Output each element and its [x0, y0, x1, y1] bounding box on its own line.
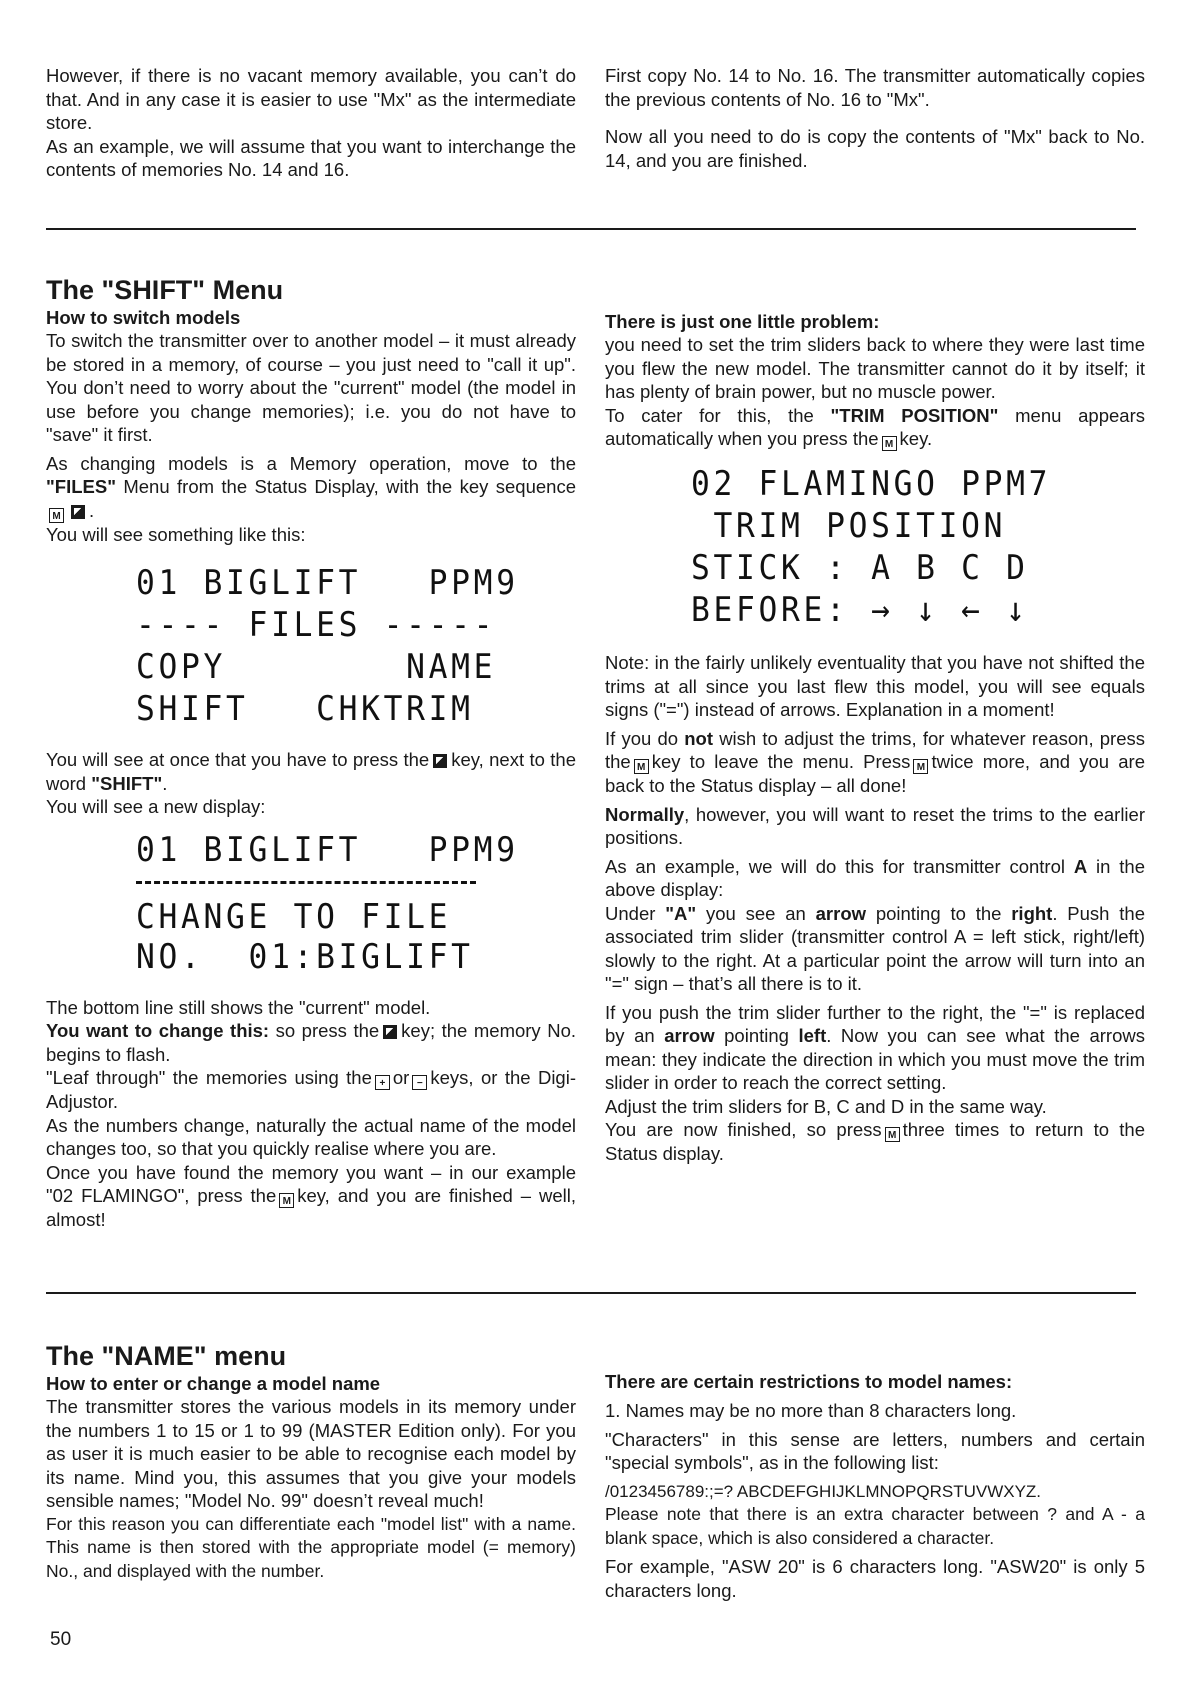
- lcd-display-trim: [691, 464, 1145, 630]
- minus-key-icon: −: [412, 1075, 427, 1090]
- subheading: There are certain restrictions to model names:: [605, 1371, 1013, 1392]
- section-divider: [46, 1292, 1136, 1294]
- lcd-divider: [136, 881, 476, 884]
- m-key-icon: M: [913, 759, 928, 774]
- paragraph: As an example, we will assume that you want to interchange the contents of memories No. 14 and 16.: [46, 135, 576, 180]
- m-key-icon: M: [634, 759, 649, 774]
- section-title-shift: The "SHIFT" Menu: [46, 275, 284, 305]
- plus-key-icon: +: [375, 1075, 390, 1090]
- lcd-line: 01 BIGLIFT PPM9: [136, 563, 519, 603]
- paragraph: As the numbers change, naturally the actual name of the model changes too, so that you quickly realise where you are.: [46, 1114, 576, 1159]
- paragraph: you need to set the trim sliders back to where they were last time you flew the new model. The transmitter cannot do it by itself; it has plenty of brain power, but no muscle power.: [605, 334, 1145, 402]
- paragraph: 1. Names may be no more than 8 characters long.: [605, 1400, 1017, 1421]
- lcd-line: TRIM POSITION: [691, 506, 1007, 546]
- paragraph: If you push the trim slider further to the right, the "=" is replaced by an arrow pointing left. Now you can see what the arrows mean: they indicate the direction in which you must move the trim slider in order to reach the correct setting.: [605, 1001, 1145, 1093]
- lcd-line: COPY NAME: [136, 647, 497, 687]
- lcd-display-files: [136, 563, 576, 729]
- paragraph: Under "A" you see an arrow pointing to the right. Push the associated trim slider (transmitter control A = left stick, right/left) slowly to the right. At a particular point the arrow will turn into an "=" sign – that’s all there is to it.: [605, 902, 1146, 994]
- paragraph: If you do not wish to adjust the trims, for whatever reason, press the M key to leave the menu. Press M twice more, and you are back to the Status display – all done!: [605, 727, 1146, 796]
- lcd-line: CHANGE TO FILE: [136, 896, 452, 937]
- m-key-icon: M: [49, 508, 64, 523]
- paragraph: For this reason you can differentiate each "model list" with a name. This name is then stored with the appropriate model (= memory) No., and displayed with the number.: [46, 1513, 576, 1581]
- paragraph: The bottom line still shows the "current" model.: [46, 996, 431, 1018]
- lcd-line: STICK : A B C D: [691, 548, 1029, 588]
- paragraph: Adjust the trim sliders for B, C and D in the same way.: [605, 1095, 1047, 1117]
- paragraph: You will see a new display:: [46, 796, 266, 817]
- arrow-key-icon: [433, 754, 447, 768]
- paragraph: The transmitter stores the various models in its memory under the numbers 1 to 15 or 1 to 99 (MASTER Edition only). For you as user it is much easier to be able to recognise each model by its name. Mind you, this assumes that you give your models sensible names; "Model No. 99" doesn’t reveal much!: [46, 1396, 576, 1511]
- paragraph: Normally, however, you will want to reset the trims to the earlier positions.: [605, 803, 1145, 848]
- page-number: 50: [50, 1629, 72, 1650]
- paragraph: You will see something like this:: [46, 523, 306, 545]
- shift-right-column: [605, 310, 1145, 1171]
- arrow-key-icon: [383, 1025, 397, 1039]
- lcd-line: 02 FLAMINGO PPM7: [691, 464, 1052, 504]
- lcd-line: 01 BIGLIFT PPM9: [136, 829, 519, 870]
- m-key-icon: M: [882, 436, 897, 451]
- paragraph: As an example, we will do this for transmitter control A in the above display:: [605, 855, 1145, 900]
- lcd-line: ---- FILES -----: [136, 605, 497, 645]
- section-title-name: The "NAME" menu: [46, 1341, 287, 1371]
- arrow-key-icon: [71, 505, 85, 519]
- paragraph: You want to change this: so press the key; the memory No. begins to flash.: [46, 1020, 576, 1065]
- paragraph: To cater for this, the "TRIM POSITION" menu appears automatically when you press the M key.: [605, 404, 1146, 450]
- lcd-display-change: [136, 829, 576, 977]
- paragraph: You will see at once that you have to press the key, next to the word "SHIFT".: [46, 749, 576, 794]
- top-left-column: [46, 64, 576, 187]
- paragraph: First copy No. 14 to No. 16. The transmitter automatically copies the previous contents of No. 16 to "Mx".: [605, 65, 1145, 110]
- paragraph: To switch the transmitter over to another model – it must already be stored in a memory, of course – you just need to "call it up". You don’t need to worry about the "current" model (the model in use before you change memories); i.e. you do not have to "save" it first.: [46, 330, 576, 445]
- paragraph: Now all you need to do is copy the contents of "Mx" back to No. 14, and you are finished.: [605, 126, 1145, 171]
- subheading: How to enter or change a model name: [46, 1373, 381, 1394]
- shift-left-column: [46, 274, 576, 1237]
- paragraph: /0123456789:;=? ABCDEFGHIJKLMNOPQRSTUVWXYZ.: [605, 1481, 1042, 1501]
- paragraph: "Characters" in this sense are letters, numbers and certain "special symbols", as in the following list:: [605, 1428, 1145, 1473]
- name-right-column: [605, 1370, 1145, 1607]
- paragraph: For example, "ASW 20" is 6 characters long. "ASW20" is only 5 characters long.: [605, 1556, 1145, 1601]
- paragraph: However, if there is no vacant memory available, you can’t do that. And in any case it is easier to use "Mx" as the intermediate store.: [46, 65, 576, 133]
- top-right-column: [605, 64, 1145, 177]
- name-left-column: [46, 1340, 576, 1588]
- paragraph: Note: in the fairly unlikely eventuality that you have not shifted the trims at all since you last flew this model, you will see equals signs ("=") instead of arrows. Explanation in a moment!: [605, 652, 1145, 720]
- section-divider: [46, 228, 1136, 230]
- paragraph: You are now finished, so press M three times to return to the Status display.: [605, 1119, 1145, 1164]
- lcd-line: BEFORE: → ↓ ← ↓: [691, 590, 1029, 630]
- subheading: How to switch models: [46, 307, 241, 328]
- paragraph: Please note that there is an extra character between ? and A - a blank space, which is also considered a character.: [605, 1504, 1145, 1548]
- lcd-line: SHIFT CHKTRIM: [136, 689, 474, 729]
- m-key-icon: M: [279, 1193, 294, 1208]
- paragraph: "Leaf through" the memories using the + or − keys, or the Digi-Adjustor.: [46, 1067, 576, 1112]
- lcd-line: NO. 01:BIGLIFT: [136, 936, 474, 977]
- m-key-icon: M: [885, 1127, 900, 1142]
- subheading: There is just one little problem:: [605, 311, 880, 332]
- paragraph: As changing models is a Memory operation, move to the "FILES" Menu from the Status Display, with the key sequence M .: [46, 452, 576, 522]
- paragraph: Once you have found the memory you want – in our example "02 FLAMINGO", press the M key, and you are finished – well, almost!: [46, 1161, 576, 1230]
